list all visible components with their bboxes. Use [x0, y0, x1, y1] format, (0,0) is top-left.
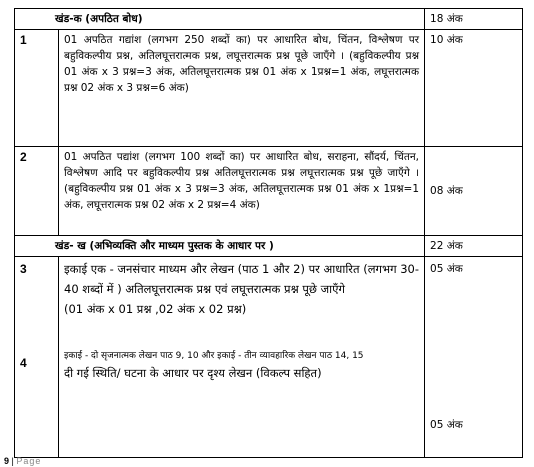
question-marks-3: 05 अंक — [430, 263, 463, 275]
page-label: Page — [16, 456, 42, 466]
section-b-header-row — [15, 236, 523, 257]
question-row-1 — [15, 30, 523, 147]
marks-distribution-table — [14, 8, 523, 458]
question-text-1: 01 अपठित गद्यांश (लगभग 250 शब्दों का) पर आधारित बोध, चिंतन, विश्लेषण पर बहुविकल्पीय प्रश्न, अतिलघूत्तरात्मक प्रश्न, लघूत्तरात्मक प्रश्न पूछे जाएँगे । (बहुविकल्पीय प्रश्न 01 अंक x 3 प्रश्न=3 अंक, अतिलघूत्तरात्मक प्रश्न 01 अंक x 1प्रश्न=1 अंक, लघूत्तरात्मक प्रश्न 02 अंक x 3 प्रश्न=6 अंक) — [59, 30, 425, 147]
question-number-cell — [15, 257, 59, 458]
section-b-title: खंड- ख (अभिव्यक्ति और माध्यम पुस्तक के आधार पर ) — [15, 236, 425, 257]
page-separator: | — [11, 456, 14, 466]
question-row-2 — [15, 147, 523, 236]
page-footer — [4, 456, 41, 466]
question-number-3: 3 — [20, 262, 27, 276]
question-text-4: दी गई स्थिति/ घटना के आधार पर दृश्य लेखन (विकल्प सहित) — [64, 366, 322, 380]
spacer — [20, 277, 53, 355]
question-number-1: 1 — [15, 30, 59, 147]
spacer — [430, 277, 517, 417]
question-number-4: 4 — [20, 356, 27, 370]
question-marks-2: 08 अंक — [425, 147, 523, 236]
question-marks-4: 05 अंक — [430, 419, 463, 431]
section-a-marks: 18 अंक — [425, 9, 523, 30]
question-number-2: 2 — [15, 147, 59, 236]
question-sub-3: (01 अंक x 01 प्रश्न ,02 अंक x 02 प्रश्न) — [64, 302, 247, 316]
question-marks-1: 10 अंक — [425, 30, 523, 147]
question-row-3-4 — [15, 257, 523, 458]
question-text-2: 01 अपठित पद्यांश (लगभग 100 शब्दों का) पर आधारित बोध, सराहना, सौंदर्य, चिंतन, विश्लेषण आदि पर बहुविकल्पीय प्रश्न अतिलघूत्तरात्मक प्रश्न लघूत्तरात्मक प्रश्न पूछे जाएँगे । (बहुविकल्पीय प्रश्न 01 अंक x 3 प्रश्न=3 अंक, अतिलघूत्तरात्मक प्रश्न 01 अंक x 1प्रश्न=1 अंक, लघूत्तरात्मक प्रश्न 02 अंक x 2 प्रश्न=4 अंक) — [59, 147, 425, 236]
question-marks-cell — [425, 257, 523, 458]
section-a-header-row — [15, 9, 523, 30]
spacer — [64, 319, 419, 349]
question-text-cell — [59, 257, 425, 458]
question-unit-4: इकाई - दो सृजनात्मक लेखन पाठ 9, 10 और इकाई - तीन व्यावहारिक लेखन पाठ 14, 15 — [64, 351, 364, 361]
section-b-marks: 22 अंक — [425, 236, 523, 257]
page-number: 9 — [4, 456, 10, 466]
question-text-3: इकाई एक - जनसंचार माध्यम और लेखन (पाठ 1 और 2) पर आधारित (लगभग 30-40 शब्दों में ) अतिलघूत्तरात्मक प्रश्न एवं लघूत्तरात्मक प्रश्न पूछे जाएँगे — [64, 262, 420, 296]
section-a-title: खंड-क (अपठित बोध) — [15, 9, 425, 30]
